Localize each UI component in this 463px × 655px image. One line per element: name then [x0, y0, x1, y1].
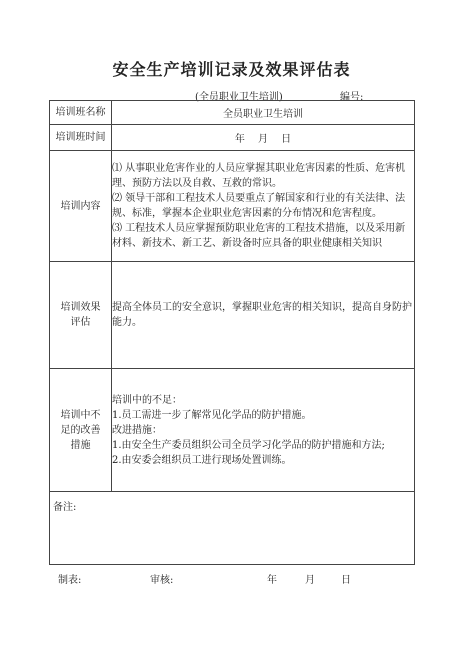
improvement-line-2: 1.员工需进一步了解常见化学品的防护措施。 — [112, 409, 312, 421]
row-evaluation — [50, 262, 415, 369]
row-class-name — [50, 101, 415, 125]
reviewed-by-label: 审核: — [150, 575, 174, 586]
evaluation-label-text: 培训效果评估 — [60, 302, 101, 328]
row-improvement — [50, 369, 415, 492]
serial-number-label: 编号: — [340, 92, 364, 103]
row-training-content — [50, 151, 415, 262]
content-item-3: ⑶ 工程技术人员应掌握预防职业危害的工程技术措施，以及采用新材料、新技术、新工艺、新设备时应具备的职业健康相关知识 — [112, 223, 406, 249]
class-time-label: 培训班时间 — [50, 125, 112, 151]
evaluation-value: 提高全体员工的安全意识，掌握职业危害的相关知识，提高自身防护能力。 — [112, 262, 415, 369]
class-time-value: 年 月 日 — [112, 125, 415, 151]
improvement-line-1: 培训中的不足： — [112, 394, 182, 406]
footer-day-label: 日 — [341, 575, 351, 586]
content-item-2: ⑵ 领导干部和工程技术人员要重点了解国家和行业的有关法律、法规、标准，掌握本企业职业危害因素的分布情况和危害程度。 — [112, 193, 406, 219]
content-item-1: ⑴ 从事职业危害作业的人员应掌握其职业危害因素的性质、危害机理、预防方法以及自救、互救的常识。 — [112, 163, 406, 189]
training-content-cell — [112, 151, 415, 262]
document-subtitle: (全员职业卫生培训) — [195, 92, 283, 103]
training-record-table — [49, 100, 415, 565]
class-name-value: 全员职业卫生培训 — [112, 101, 415, 125]
remarks-cell — [50, 492, 415, 565]
evaluation-label — [50, 262, 112, 369]
class-name-label: 培训班名称 — [50, 101, 112, 125]
row-remarks — [50, 492, 415, 565]
remarks-label: 备注: — [53, 502, 77, 513]
improvement-label — [50, 369, 112, 492]
footer-month-label: 月 — [305, 575, 315, 586]
improvement-line-4: 1.由安全生产委员组织公司全员学习化学品的防护措施和方法; — [112, 439, 385, 451]
training-content-label: 培训内容 — [50, 151, 112, 262]
improvement-line-3: 改进措施： — [112, 424, 162, 436]
improvement-label-text: 培训中不足的改善措施 — [60, 409, 101, 451]
prepared-by-label: 制表: — [58, 575, 82, 586]
row-class-time — [50, 125, 415, 151]
document-title: 安全生产培训记录及效果评估表 — [112, 60, 351, 79]
footer-year-label: 年 — [267, 575, 277, 586]
improvement-line-5: 2.由安委会组织员工进行现场处置训练。 — [112, 454, 292, 466]
improvement-cell — [112, 369, 415, 492]
